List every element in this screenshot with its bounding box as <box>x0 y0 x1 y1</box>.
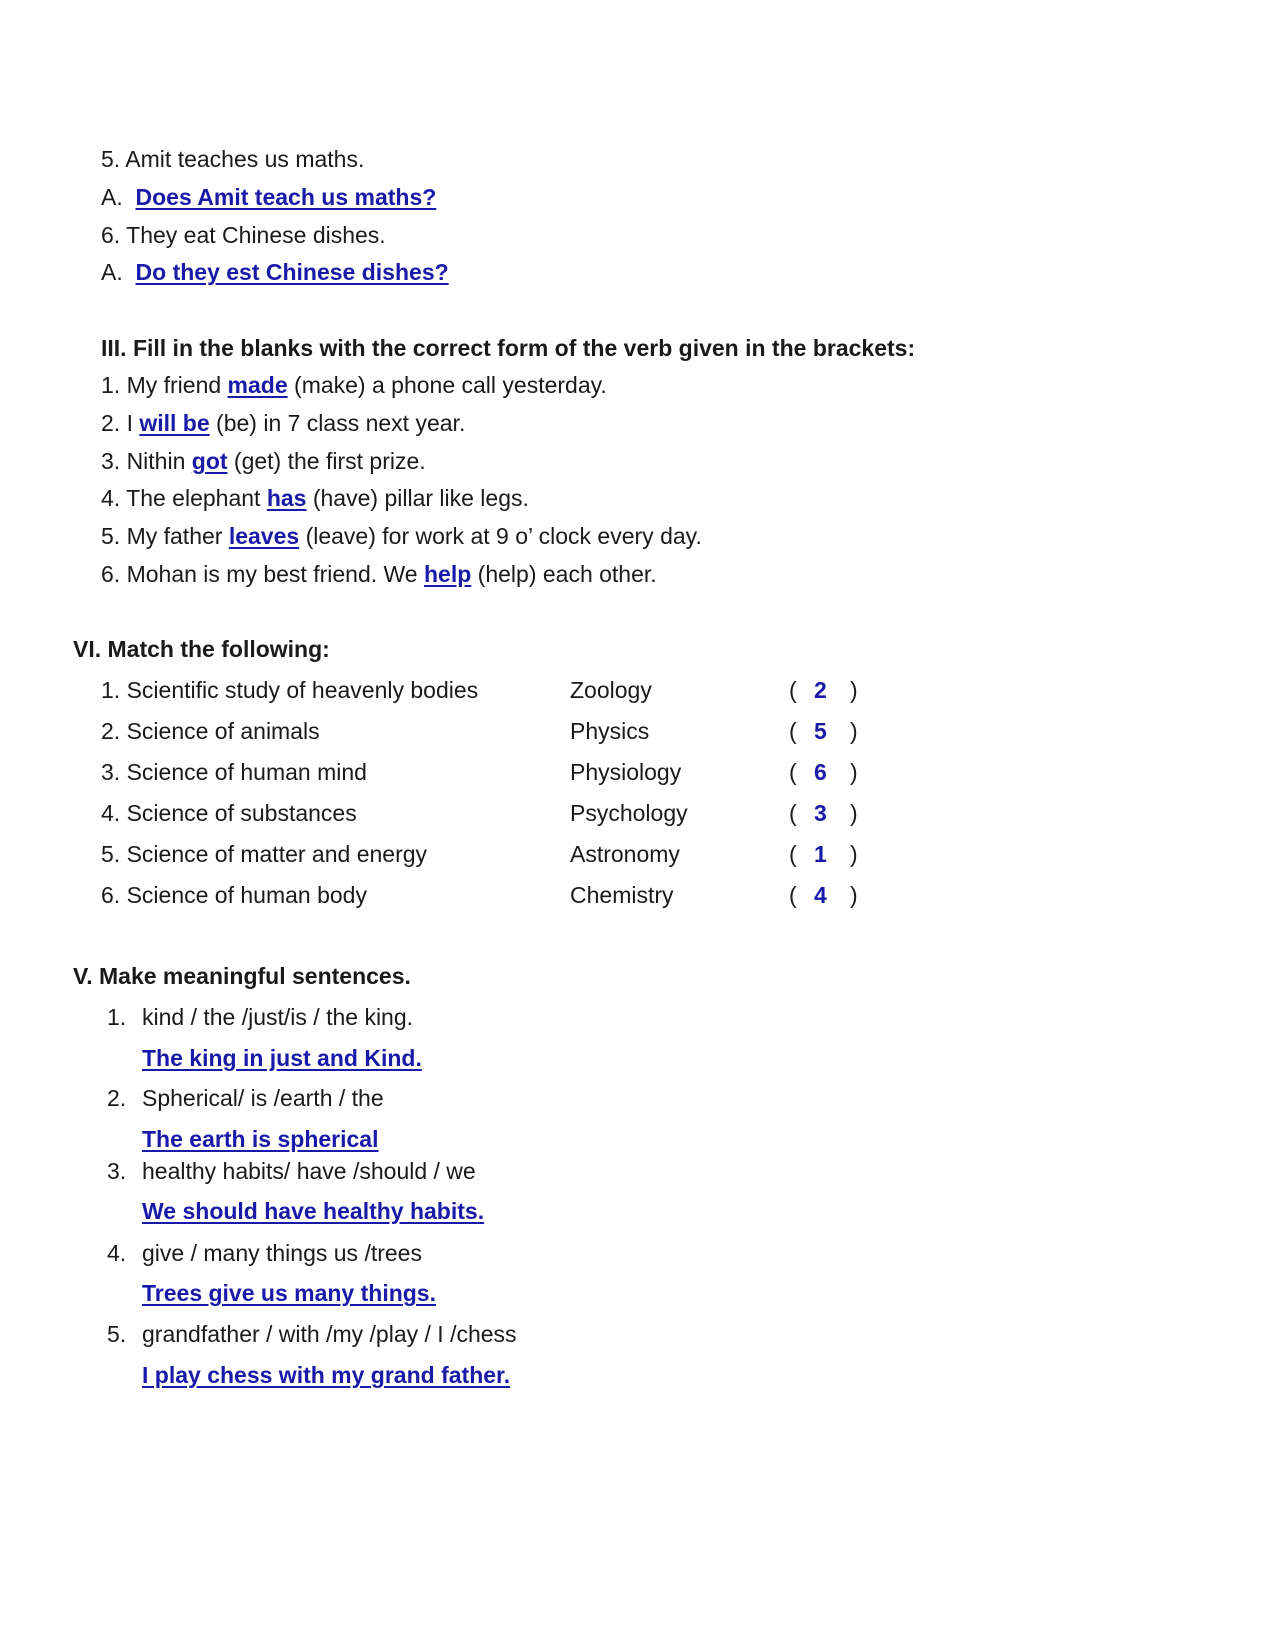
question-6: 6. They eat Chinese dishes. <box>101 222 386 248</box>
match-close-paren: ) <box>850 718 858 744</box>
sentence-prompt: grandfather / with /my /play / I /chess <box>142 1321 517 1347</box>
fill-after: (make) a phone call yesterday. <box>287 372 607 398</box>
match-right: Physiology <box>570 759 682 785</box>
match-right: Zoology <box>570 677 652 703</box>
sentence-answer: We should have healthy habits. <box>142 1198 485 1224</box>
sentence-number: 1. <box>107 1004 127 1030</box>
fill-before: 5. My father <box>101 523 229 549</box>
section-5-heading: V. Make meaningful sentences. <box>73 963 411 989</box>
fill-blank-item <box>101 412 465 435</box>
section-3-heading: III. Fill in the blanks with the correct form of the verb given in the brackets: <box>101 335 916 361</box>
fill-answer: got <box>191 448 228 474</box>
fill-answer: help <box>424 561 472 587</box>
answer-prefix: A. <box>101 184 123 210</box>
match-open-paren: ( <box>789 759 797 785</box>
match-open-paren: ( <box>789 882 797 908</box>
fill-answer: will be <box>139 410 210 436</box>
match-open-paren: ( <box>789 800 797 826</box>
match-right: Physics <box>570 718 650 744</box>
answer-line-5 <box>101 186 436 209</box>
fill-before: 1. My friend <box>101 372 228 398</box>
section-4-heading: VI. Match the following: <box>73 636 330 662</box>
sentence-prompt: kind / the /just/is / the king. <box>142 1004 414 1030</box>
fill-after: (get) the first prize. <box>227 448 426 474</box>
fill-blank-item <box>101 525 702 548</box>
match-left: 1. Scientific study of heavenly bodies <box>101 677 479 703</box>
match-open-paren: ( <box>789 841 797 867</box>
match-close-paren: ) <box>850 800 858 826</box>
sentence-answer: The king in just and Kind. <box>142 1045 422 1071</box>
answer-text: Does Amit teach us maths? <box>135 184 437 210</box>
fill-blank-item <box>101 450 426 473</box>
sentence-number: 2. <box>107 1085 127 1111</box>
sentence-answer: The earth is spherical <box>142 1126 379 1152</box>
fill-blank-item <box>101 487 529 510</box>
match-left: 6. Science of human body <box>101 882 367 908</box>
sentence-answer: I play chess with my grand father. <box>142 1362 511 1388</box>
match-open-paren: ( <box>789 718 797 744</box>
fill-after: (leave) for work at 9 o’ clock every day. <box>299 523 702 549</box>
match-left: 5. Science of matter and energy <box>101 841 428 867</box>
fill-answer: has <box>266 485 307 511</box>
answer-prefix: A. <box>101 259 123 285</box>
match-answer: 6 <box>814 759 827 785</box>
match-right: Psychology <box>570 800 688 826</box>
match-answer: 1 <box>814 841 827 867</box>
match-left: 2. Science of animals <box>101 718 320 744</box>
sentence-prompt: give / many things us /trees <box>142 1240 422 1266</box>
match-left: 3. Science of human mind <box>101 759 367 785</box>
match-close-paren: ) <box>850 882 858 908</box>
question-5: 5. Amit teaches us maths. <box>101 146 365 172</box>
fill-after: (help) each other. <box>471 561 657 587</box>
match-close-paren: ) <box>850 841 858 867</box>
fill-before: 4. The elephant <box>101 485 267 511</box>
match-answer: 2 <box>814 677 827 703</box>
sentence-prompt: Spherical/ is /earth / the <box>142 1085 384 1111</box>
fill-answer: made <box>227 372 288 398</box>
match-close-paren: ) <box>850 677 858 703</box>
sentence-number: 4. <box>107 1240 127 1266</box>
fill-after: (be) in 7 class next year. <box>209 410 466 436</box>
sentence-number: 5. <box>107 1321 127 1347</box>
fill-blank-item <box>101 374 607 397</box>
sentence-answer: Trees give us many things. <box>142 1280 436 1306</box>
match-left: 4. Science of substances <box>101 800 357 826</box>
match-right: Chemistry <box>570 882 674 908</box>
match-open-paren: ( <box>789 677 797 703</box>
answer-text: Do they est Chinese dishes? <box>135 259 449 285</box>
fill-blank-item <box>101 563 657 586</box>
match-answer: 5 <box>814 718 827 744</box>
fill-answer: leaves <box>228 523 300 549</box>
answer-line-6 <box>101 261 449 284</box>
match-right: Astronomy <box>570 841 680 867</box>
fill-before: 3. Nithin <box>101 448 192 474</box>
fill-before: 2. I <box>101 410 140 436</box>
sentence-number: 3. <box>107 1158 127 1184</box>
match-answer: 4 <box>814 882 827 908</box>
sentence-prompt: healthy habits/ have /should / we <box>142 1158 476 1184</box>
fill-before: 6. Mohan is my best friend. We <box>101 561 424 587</box>
fill-after: (have) pillar like legs. <box>306 485 529 511</box>
match-answer: 3 <box>814 800 827 826</box>
match-close-paren: ) <box>850 759 858 785</box>
